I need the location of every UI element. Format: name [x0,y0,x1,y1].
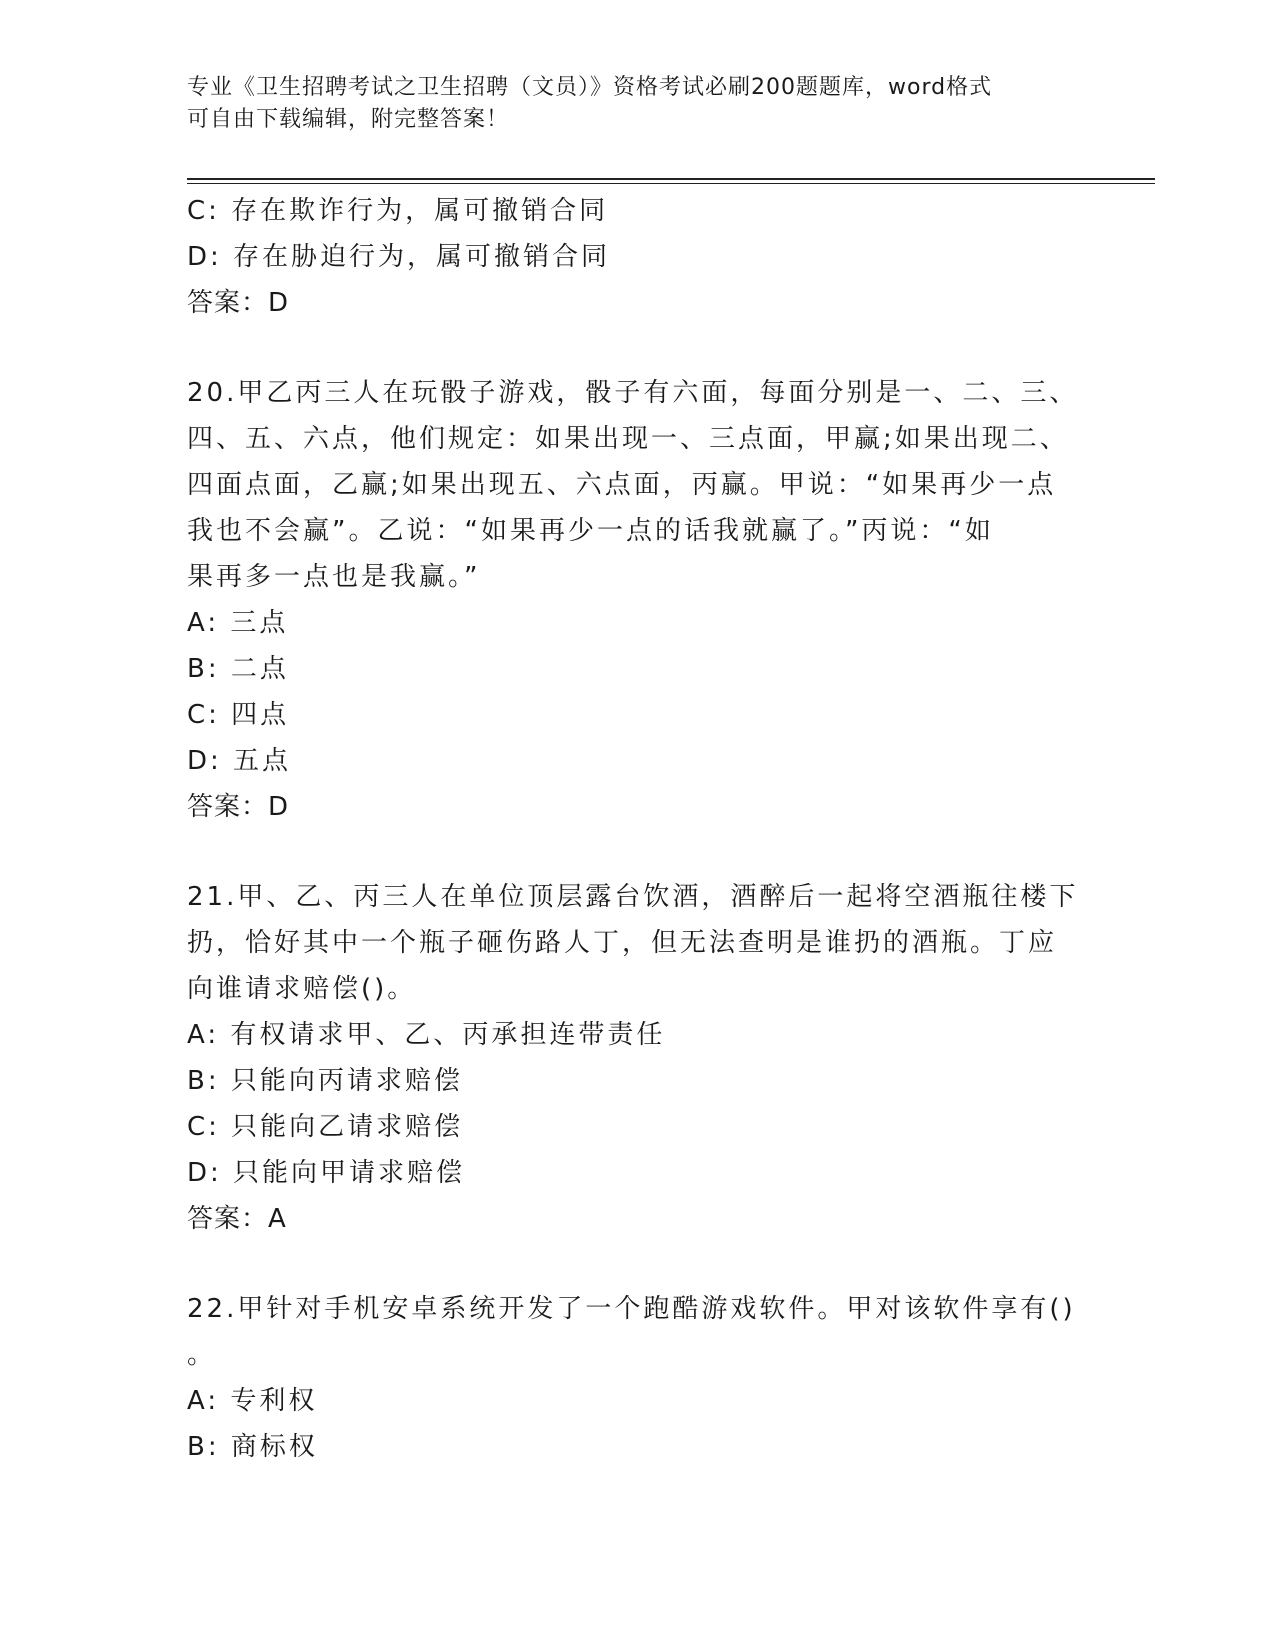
option-d: D: 只能向甲请求赔偿 [187,1158,466,1188]
option-d: D: 存在胁迫行为，属可撤销合同 [187,242,611,272]
option-b: B: 二点 [187,654,289,684]
option-c: C: 存在欺诈行为，属可撤销合同 [187,196,609,226]
option-b: B: 商标权 [187,1432,318,1462]
question-line: 向谁请求赔偿()。 [187,974,417,1004]
question-text [187,370,1077,600]
question-line: 果再多一点也是我赢。” [187,562,481,592]
question-line: 。 [187,1340,217,1370]
option-d: D: 五点 [187,746,292,776]
answer-line: 答案：D [187,792,290,822]
header-divider-thick [187,178,1155,180]
question-line: 21.甲、乙、丙三人在单位顶层露台饮酒，酒醉后一起将空酒瓶往楼下 [187,882,1079,912]
header-title-line-2: 可自由下载编辑，附完整答案！ [187,107,510,132]
question-text [187,1286,1077,1378]
question-text [187,874,1077,1012]
answer-line: 答案：A [187,1204,287,1234]
answer-line: 答案：D [187,288,290,318]
spacer [187,326,1077,370]
document-header [187,72,1087,136]
option-c: C: 只能向乙请求赔偿 [187,1112,464,1142]
question-20 [187,370,1077,830]
option-a: A: 有权请求甲、乙、丙承担连带责任 [187,1020,666,1050]
header-title-line-1: 专业《卫生招聘考试之卫生招聘（文员）》资格考试必刷200题题库，word格式 [187,75,993,100]
question-line: 22.甲针对手机安卓系统开发了一个跑酷游戏软件。甲对该软件享有() [187,1294,1076,1324]
document-body [187,188,1077,1470]
header-divider-thin [187,183,1155,184]
question-22 [187,1286,1077,1470]
question-line: 20.甲乙丙三人在玩骰子游戏，骰子有六面，每面分别是一、二、三、 [187,378,1079,408]
spacer [187,830,1077,874]
option-b: B: 只能向丙请求赔偿 [187,1066,463,1096]
question-line: 扔，恰好其中一个瓶子砸伤路人丁，但无法查明是谁扔的酒瓶。丁应 [187,928,1058,958]
question-line: 四、五、六点，他们规定：如果出现一、三点面，甲赢;如果出现二、 [187,424,1069,454]
option-a: A: 三点 [187,608,289,638]
spacer [187,1242,1077,1286]
prev-question-block [187,188,1077,326]
question-21 [187,874,1077,1242]
question-line: 四面点面，乙赢;如果出现五、六点面，丙赢。甲说：“如果再少一点 [187,470,1057,500]
option-c: C: 四点 [187,700,290,730]
question-line: 我也不会赢”。乙说：“如果再少一点的话我就赢了。”丙说：“如 [187,516,994,546]
option-a: A: 专利权 [187,1386,318,1416]
